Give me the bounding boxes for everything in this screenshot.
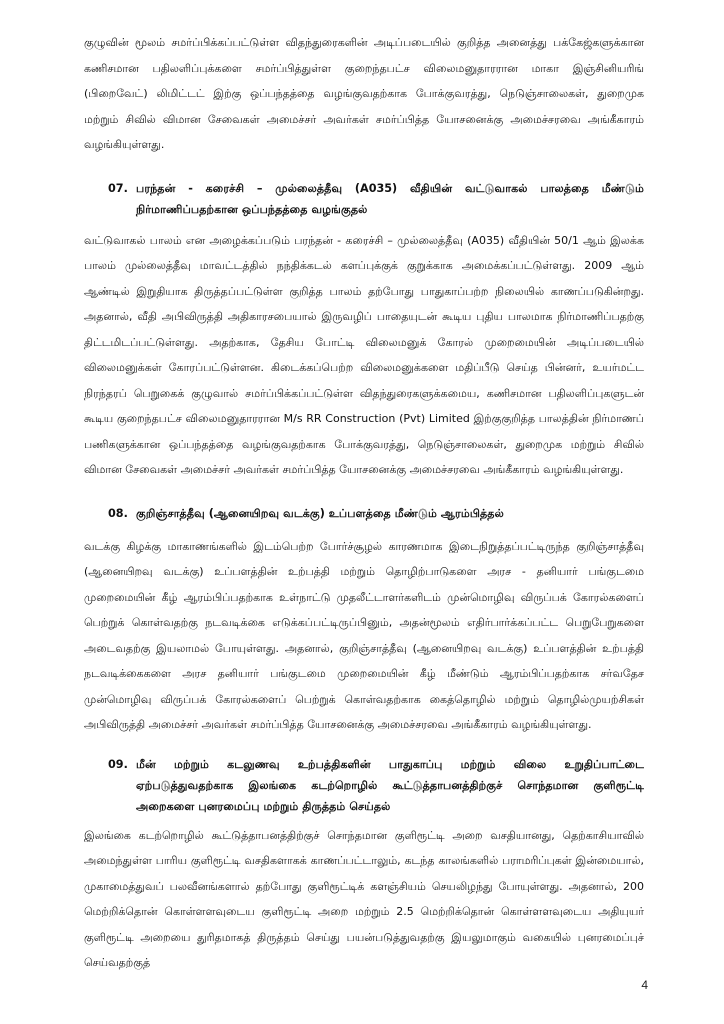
section-08-number: 08. (108, 506, 128, 520)
section-07-heading (108, 178, 644, 220)
section-09-body: இலங்கை கடற்றொழில் கூட்டுத்தாபனத்திற்குச் சொந்தமான குளிரூட்டி அறை வசதியானது, தெற்காசியாவில் அமைந்துள்ள பாரிய குளிரூட்டி வசதிகளாகக் காணப்பட்டாலும், கடந்த காலங்களில் பராமரிப்புகள் இன்மையால், முகாமைத்துவப் பலவீனங்களால் தற்போது குளிரூட்டிக் களஞ்சியம் செயலிழந்து போயுள்ளது. அதனால், 200 மெற்றிக்தொன் கொள்ளளவுடைய குளிரூட்டி அறை மற்றும் 2.5 மெற்றிக்தொன் கொள்ளளவுடைய அதியுயர் குளிரூட்டி அறையை துரிதமாகத் திருத்தம் செய்து பயன்படுத்துவதற்கு இயலுமாகும் வகையில் புனரமைப்புச் செய்வதற்குத் (84, 828, 644, 969)
intro-paragraph: குழுவின் மூலம் சமர்ப்பிக்கப்பட்டுள்ள விதந்துரைகளின் அடிப்படையில் குறித்த அனைத்து பக்கேஜ்களுக்கான கணிசமான பதிலளிப்புக்களை சமர்ப்பித்துள்ள குறைந்தபட்ச விலைமனுதாரரான மாகா இஞ்சினியரிங் (பிறைவேட்) லிமிட்டட் இற்கு ஒப்பந்தத்தை வழங்குவதற்காக போக்குவரத்து, நெடுஞ்சாலைகள், துறைமுக மற்றும் சிவில் விமான சேவைகள் அமைச்சர் அவர்கள் சமர்ப்பித்த யோசனைக்கு அமைச்சரவை அங்கீகாரம் வழங்கியுள்ளது. (84, 36, 644, 151)
page-number: 4 (641, 978, 648, 992)
section-08-title: குறிஞ்சாத்தீவு (ஆனையிறவு வடக்கு) உப்பளத்தை மீண்டும் ஆரம்பித்தல் (136, 506, 504, 520)
section-07-number: 07. (108, 181, 128, 195)
section-08-body: வடக்கு கிழக்கு மாகாணங்களில் இடம்பெற்ற போர்ச்சூழல் காரணமாக இடைநிறுத்தப்பட்டிருந்த குறிஞ்சாத்தீவு (ஆனையிறவு வடக்கு) உப்பளத்தின் உற்பத்தி மற்றும் தொழிற்பாடுகளை அரச - தனியார் பங்குடமை முறைமையின் கீழ் ஆரம்பிப்பதற்காக உள்நாட்டு முதலீட்டாளர்களிடம் முன்மொழிவு விருப்பக் கோரல்களைப் பெற்றுக் கொள்வதற்கு நடவடிக்கை எடுக்கப்பட்டிருப்பினும், அதன்மூலம் எதிர்பார்க்கப்பட்ட பெறுபேறுகளை அடைவதற்கு இயலாமல் போயுள்ளது. அதனால், குறிஞ்சாத்தீவு (ஆனையிறவு வடக்கு) உப்பளத்தின் உற்பத்தி நடவடிக்கைகளை அரச தனியார் பங்குடமை முறைமையின் கீழ் மீண்டும் ஆரம்பிப்பதற்காக சர்வதேச முன்மொழிவு விருப்பக் கோரல்களைப் பெற்றுக் கொள்வதற்காக கைத்தொழில் மற்றும் தொழில்முயற்சிகள் அபிவிருத்தி அமைச்சர் அவர்கள் சமர்ப்பித்த யோசனைக்கு அமைச்சரவை அங்கீகாரம் வழங்கியுள்ளது. (84, 539, 644, 731)
section-07-title: பரந்தன் - கரைச்சி – முல்லைத்தீவு (A035) வீதியின் வட்டுவாகல் பாலத்தை மீண்டும் நிர்மாணிப்பதற்கான ஒப்பந்தத்தை வழங்குதல் (136, 181, 644, 216)
section-09-heading (108, 754, 644, 817)
document-page (84, 30, 644, 976)
section-09-title: மீன் மற்றும் கடலுணவு உற்பத்திகளின் பாதுகாப்பு மற்றும் விலை உறுதிப்பாட்டை ஏற்படுத்துவதற்காக இலங்கை கடற்றொழில் கூட்டுத்தாபனத்திற்குச் சொந்தமான குளிரூட்டி அறைகளை புனரமைப்பு மற்றும் திருத்தம் செய்தல் (136, 757, 644, 813)
section-08-heading (108, 503, 644, 524)
section-07-body: வட்டுவாகல் பாலம் என அழைக்கப்படும் பரந்தன் - கரைச்சி – முல்லைத்தீவு (A035) வீதியின் 50/1 ஆம் இலக்க பாலம் முல்லைத்தீவு மாவட்டத்தில் நந்திக்கடல் களப்புக்குக் குறுக்காக அமைக்கப்பட்டுள்ளது. 2009 ஆம் ஆண்டில் இறுதியாக திருத்தப்பட்டுள்ள குறித்த பாலம் தற்போது பாதுகாப்பற்ற நிலையில் காணப்படுகின்றது. அதனால், வீதி அபிவிருத்தி அதிகாரசபையால் இருவழிப் பாதையுடன் கூடிய புதிய பாலமாக நிர்மாணிப்பதற்கு திட்டமிடப்பட்டுள்ளது. அதற்காக, தேசிய போட்டி விலைமனுக் கோரல் முறைமையின் அடிப்படையில் விலைமனுக்கள் கோரப்பட்டுள்ளன. கிடைக்கப்பெற்ற விலைமனுக்களை மதிப்பீடு செய்த பின்னர், உயர்மட்ட நிரந்தரப் பெறுகைக் குழுவால் சமர்ப்பிக்கப்பட்டுள்ள விதந்துரைகளுக்கமைய, கணிசமான பதிலளிப்புகளுடன் கூடிய குறைந்தபட்ச விலைமனுதாரரான M/s RR Construction (Pvt) Limited இற்குகுறித்த பாலத்தின் நிர்மாணப் பணிகளுக்கான ஒப்பந்தத்தை வழங்குவதற்காக போக்குவரத்து, நெடுஞ்சாலைகள், துறைமுக மற்றும் சிவில் விமான சேவைகள் அமைச்சர் அவர்கள் சமர்ப்பித்த யோசனைக்கு அமைச்சரவை அங்கீகாரம் வழங்கியுள்ளது. (84, 233, 644, 476)
section-09-number: 09. (108, 757, 128, 771)
